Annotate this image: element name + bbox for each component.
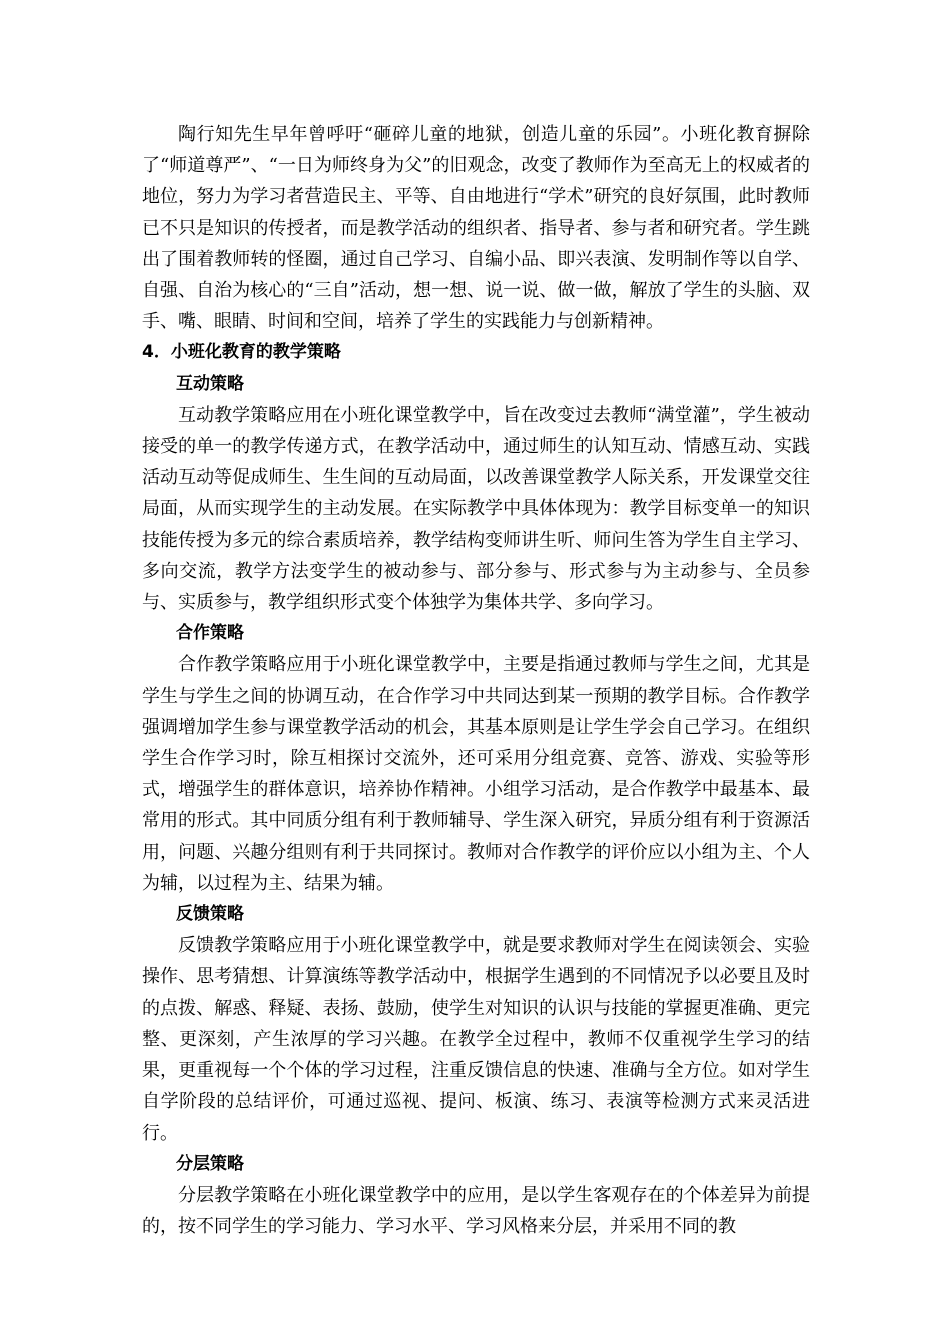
strategy-heading-layering: 分层策略 [176,1153,244,1174]
document-body [142,119,810,1242]
strategy-body-interaction: 互动教学策略应用在小班化课堂教学中，旨在改变过去教师“满堂灌”，学生被动接受的单一的教学传递方式，在教学活动中，通过师生的认知互动、情感互动、实践活动互动等促成师生、生生间的互动局面，以改善课堂教学人际关系，开发课堂交往局面，从而实现学生的主动发展。在实际教学中具体体现为：教学目标变单一的知识技能传授为多元的综合素质培养，教学结构变师讲生听、师问生答为学生自主学习、多向交流，教学方法变学生的被动参与、部分参与、形式参与为主动参与、全员参与、实质参与，教学组织形式变个体独学为集体共学、多向学习。 [142,404,810,614]
strategy-body-layering: 分层教学策略在小班化课堂教学中的应用，是以学生客观存在的个体差异为前提的，按不同学生的学习能力、学习水平、学习风格来分层，并采用不同的教 [142,1184,810,1238]
strategy-heading-cooperation: 合作策略 [176,623,244,644]
strategy-body-cooperation: 合作教学策略应用于小班化课堂教学中，主要是指通过教师与学生之间，尤其是学生与学生之间的协调互动，在合作学习中共同达到某一预期的教学目标。合作教学强调增加学生参与课堂教学活动的机会，其基本原则是让学生学会自己学习。在组织学生合作学习时，除互相探讨交流外，还可采用分组竞赛、竞答、游戏、实验等形式，增强学生的群体意识，培养协作精神。小组学习活动，是合作教学中最基本、最常用的形式。其中同质分组有利于教师辅导、学生深入研究，异质分组有利于资源活用，问题、兴趣分组则有利于共同探讨。教师对合作教学的评价应以小组为主、个人为辅，以过程为主、结果为辅。 [142,654,810,894]
section-heading: 4．小班化教育的教学策略 [142,342,341,363]
intro-paragraph: 陶行知先生早年曾呼吁“砸碎儿童的地狱，创造儿童的乐园”。小班化教育摒除了“师道尊严”、“一日为师终身为父”的旧观念，改变了教师作为至高无上的权威者的地位，努力为学习者营造民主、平等、自由地进行“学术”研究的良好氛围，此时教师已不只是知识的传授者，而是教学活动的组织者、指导者、参与者和研究者。学生跳出了围着教师转的怪圈，通过自己学习、自编小品、即兴表演、发明制作等以自学、自强、自治为核心的“三自”活动，想一想、说一说、做一做，解放了学生的头脑、双手、嘴、眼睛、时间和空间，培养了学生的实践能力与创新精神。 [142,124,810,333]
strategy-heading-feedback: 反馈策略 [176,904,244,925]
strategy-body-feedback: 反馈教学策略应用于小班化课堂教学中，就是要求教师对学生在阅读领会、实验操作、思考猜想、计算演练等教学活动中，根据学生遇到的不同情况予以必要且及时的点拨、解惑、释疑、表扬、鼓励，使学生对知识的认识与技能的掌握更准确、更完整、更深刻，产生浓厚的学习兴趣。在教学全过程中，教师不仅重视学生学习的结果，更重视每一个个体的学习过程，注重反馈信息的快速、准确与全方位。如对学生自学阶段的总结评价，可通过巡视、提问、板演、练习、表演等检测方式来灵活进行。 [142,935,810,1144]
strategy-heading-interaction: 互动策略 [176,373,244,394]
